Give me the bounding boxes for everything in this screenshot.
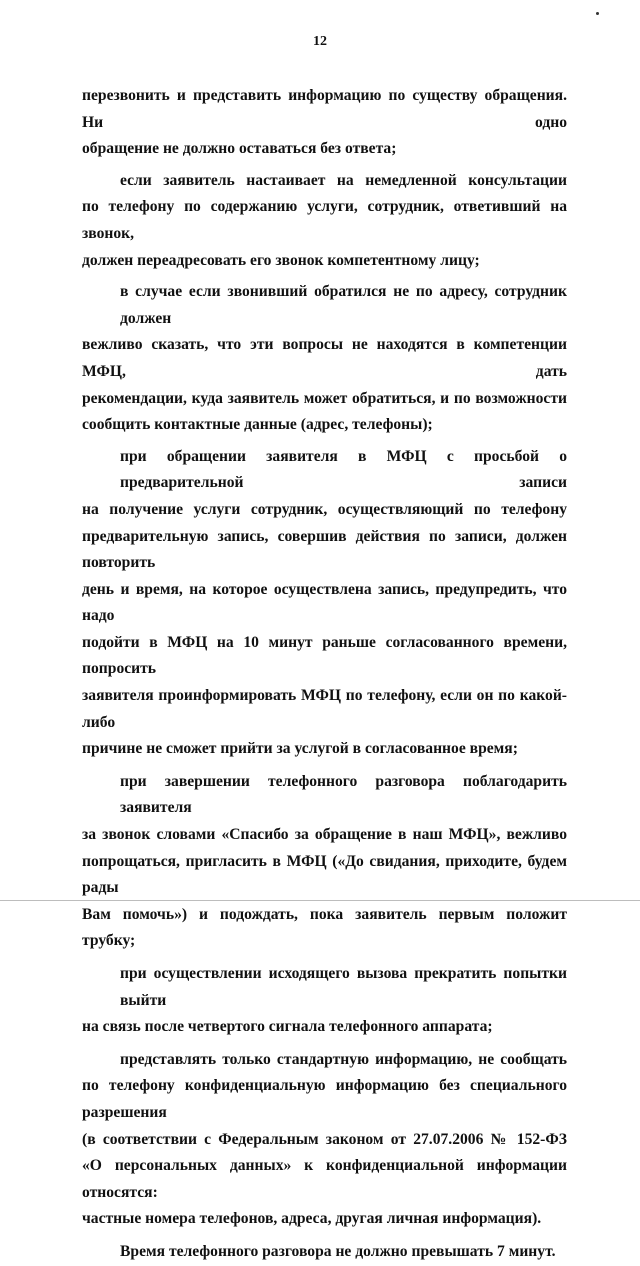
text-line: попрощаться, пригласить в МФЦ («До свидания, приходите, будем рады bbox=[82, 852, 567, 897]
text-line: при осуществлении исходящего вызова прекратить попытки выйти bbox=[120, 965, 567, 1009]
text-line: представлять только стандартную информацию, не сообщать bbox=[120, 1050, 567, 1068]
text-line: на связь после четвертого сигнала телефонного аппарата; bbox=[82, 1018, 493, 1036]
text-line: день и время, на которое осуществлена запись, предупредить, что надо bbox=[82, 580, 567, 625]
paragraph bbox=[82, 83, 567, 163]
text-line: сообщить контактные данные (адрес, телефоны); bbox=[82, 416, 433, 434]
text-line: при обращении заявителя в МФЦ с просьбой о предварительной записи bbox=[120, 447, 567, 492]
paragraph bbox=[82, 769, 567, 955]
paragraph bbox=[82, 444, 567, 763]
text-line: вежливо сказать, что эти вопросы не находятся в компетенции МФЦ, дать bbox=[82, 336, 567, 380]
text-line: если заявитель настаивает на немедленной консультации bbox=[120, 171, 567, 189]
text-line: при завершении телефонного разговора поблагодарить заявителя bbox=[120, 772, 567, 817]
text-line: перезвонить и представить информацию по существу обращения. Ни одно bbox=[82, 87, 567, 131]
text-line: Вам помочь») и подождать, пока заявитель первым положит трубку; bbox=[82, 905, 567, 950]
scan-edge-line bbox=[0, 900, 640, 901]
text-line: «О персональных данных» к конфиденциальной информации относятся: bbox=[82, 1157, 567, 1201]
text-line: предварительную запись, совершив действия по записи, должен повторить bbox=[82, 527, 567, 572]
text-line: Время телефонного разговора не должно превышать 7 минут. bbox=[120, 1242, 556, 1260]
paragraph bbox=[82, 279, 567, 439]
text-line: заявителя проинформировать МФЦ по телефону, если он по какой-либо bbox=[82, 687, 567, 731]
text-line: (в соответствии с Федеральным законом от 27.07.2006 № 152-ФЗ bbox=[82, 1130, 567, 1148]
text-line: подойти в МФЦ на 10 минут раньше согласованного времени, попросить bbox=[82, 633, 567, 678]
text-line: на получение услуги сотрудник, осуществляющий по телефону bbox=[82, 500, 567, 518]
document-body bbox=[82, 83, 567, 1266]
text-line: причине не сможет прийти за услугой в согласованное время; bbox=[82, 740, 518, 758]
paragraph bbox=[82, 961, 567, 1041]
text-line: по телефону по содержанию услуги, сотрудник, ответивший на звонок, bbox=[82, 198, 567, 242]
text-line: должен переадресовать его звонок компетентному лицу; bbox=[82, 251, 480, 269]
text-line: обращение не должно оставаться без ответа; bbox=[82, 140, 397, 158]
paragraph bbox=[82, 1047, 567, 1233]
text-line: по телефону конфиденциальную информацию без специального разрешения bbox=[82, 1077, 567, 1121]
text-line: за звонок словами «Спасибо за обращение в наш МФЦ», вежливо bbox=[82, 826, 567, 844]
scan-speck bbox=[596, 12, 599, 15]
text-line: рекомендации, куда заявитель может обратиться, и по возможности bbox=[82, 389, 567, 407]
paragraph bbox=[82, 1239, 567, 1266]
paragraph bbox=[82, 168, 567, 274]
text-line: частные номера телефонов, адреса, другая личная информация). bbox=[82, 1210, 542, 1228]
page-number: 12 bbox=[313, 34, 327, 49]
text-line: в случае если звонивший обратился не по адресу, сотрудник должен bbox=[120, 283, 567, 327]
